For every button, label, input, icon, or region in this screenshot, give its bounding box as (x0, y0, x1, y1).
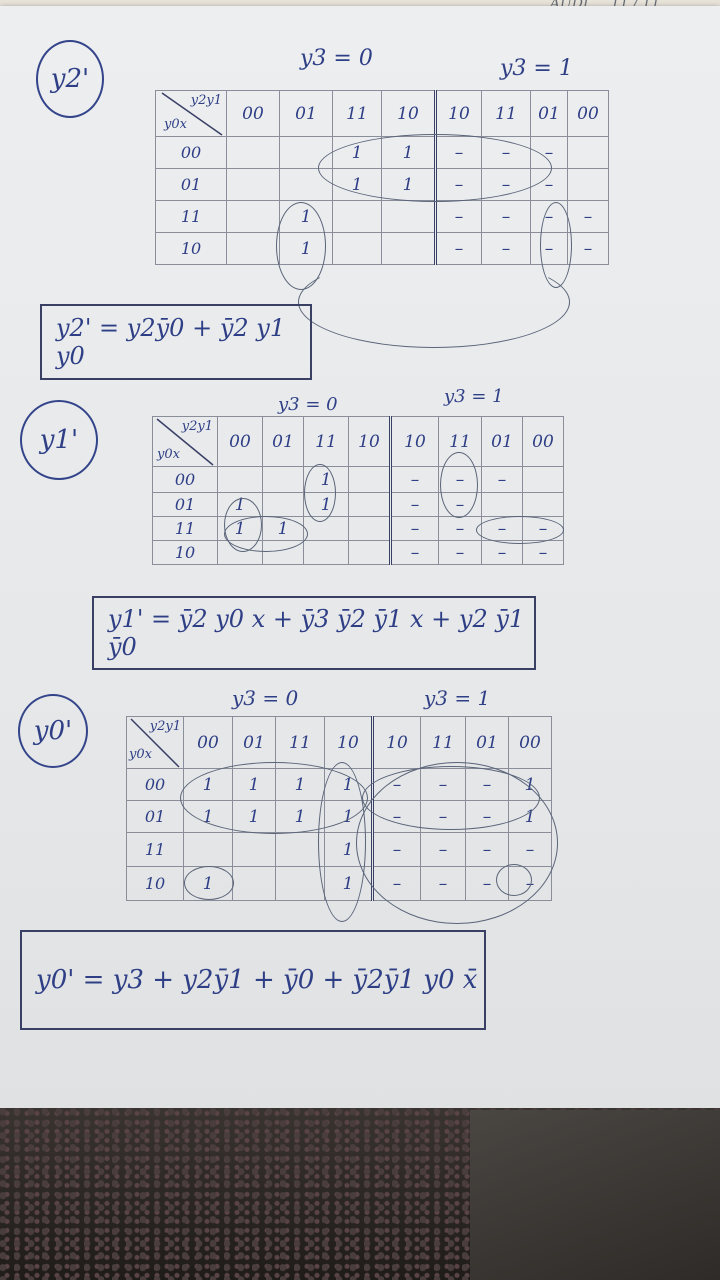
kmap-cell (263, 467, 304, 493)
kmap-cell: – (436, 233, 482, 265)
equation-box-y2: y2' = y2ȳ0 + ȳ2 y1 y0 (40, 304, 312, 380)
kmap-cell: – (523, 517, 564, 541)
kmap-cell (184, 833, 233, 867)
kmap-cell: – (482, 169, 531, 201)
kmap-cell: – (466, 833, 509, 867)
kmap-cell (304, 517, 349, 541)
kmap-cell: – (531, 201, 568, 233)
kmap-cell (263, 493, 304, 517)
table-row (153, 467, 564, 493)
paper-sheet (0, 6, 720, 1112)
map-label-text: y0' (33, 716, 73, 746)
kmap-cell (218, 467, 263, 493)
corner-diagonal (156, 91, 226, 137)
kmap-cell: – (482, 517, 523, 541)
kmap-cell (276, 833, 325, 867)
kmap-cell: – (421, 833, 466, 867)
kmap-cell: – (466, 801, 509, 833)
col-header: 01 (233, 717, 276, 769)
table-row (156, 137, 609, 169)
equation-box-y0: y0' = y3 + y2ȳ1 + ȳ0 + ȳ2ȳ1 y0 x̄ (20, 930, 486, 1030)
kmap-cell: – (421, 867, 466, 901)
kmap-cell (218, 541, 263, 565)
kmap-cell: – (373, 801, 421, 833)
table-row (127, 833, 552, 867)
kmap-cell (304, 541, 349, 565)
col-header: 11 (333, 91, 382, 137)
kmap-cell: – (391, 467, 439, 493)
col-header: 00 (218, 417, 263, 467)
kmap-cell: – (482, 201, 531, 233)
kmap-cell: 1 (333, 137, 382, 169)
col-header: 11 (304, 417, 349, 467)
kmap-cell: – (466, 867, 509, 901)
kmap-cell: – (421, 801, 466, 833)
kmap-cell: – (531, 137, 568, 169)
table-row (156, 233, 609, 265)
col-header: 00 (568, 91, 609, 137)
kmap-cell (349, 467, 391, 493)
row-header: 11 (127, 833, 184, 867)
map-label-y2 (36, 40, 104, 118)
kmap-cell: – (391, 541, 439, 565)
kmap-cell: 1 (184, 867, 233, 901)
col-header: 11 (482, 91, 531, 137)
kmap-cell: – (466, 769, 509, 801)
table-row (153, 493, 564, 517)
kmap-cell (568, 169, 609, 201)
kmap-cell (482, 493, 523, 517)
row-header: 10 (156, 233, 227, 265)
kmap-cell: – (439, 467, 482, 493)
kmap-cell: 1 (218, 517, 263, 541)
kmap-cell: – (421, 769, 466, 801)
kmap-cell: 1 (263, 517, 304, 541)
kmap-cell: – (523, 541, 564, 565)
kmap-cell: – (482, 137, 531, 169)
col-header: 01 (263, 417, 304, 467)
col-header: 11 (276, 717, 325, 769)
kmap-cell (333, 201, 382, 233)
corner-diagonal (153, 417, 217, 467)
kmap-cell (280, 169, 333, 201)
col-header: 01 (280, 91, 333, 137)
kmap-cell: 1 (304, 493, 349, 517)
kmap-cell (382, 201, 436, 233)
kmap-cell: – (373, 833, 421, 867)
row-header: 00 (153, 467, 218, 493)
kmap-cell: – (439, 541, 482, 565)
kmap-cell (349, 517, 391, 541)
col-header: 10 (349, 417, 391, 467)
kmap-cell (227, 137, 280, 169)
kmap-corner (156, 91, 227, 137)
row-header: 11 (153, 517, 218, 541)
half-title-y3-1: y3 = 1 (444, 386, 504, 407)
kmap-y1 (152, 416, 564, 565)
col-header: 10 (325, 717, 373, 769)
kmap-cell: – (373, 769, 421, 801)
half-title-y3-1: y3 = 1 (500, 56, 573, 81)
kmap-cell: – (439, 517, 482, 541)
kmap-cell (349, 493, 391, 517)
kmap-y2 (155, 90, 609, 265)
kmap-cell (227, 233, 280, 265)
kmap-cell: – (436, 169, 482, 201)
col-header: 01 (466, 717, 509, 769)
table-row (156, 201, 609, 233)
kmap-cell: 1 (382, 137, 436, 169)
kmap-cell: 1 (509, 769, 552, 801)
corner-top-vars: y2y1 (190, 93, 222, 108)
col-header: 01 (531, 91, 568, 137)
kmap-cell: – (509, 833, 552, 867)
kmap-cell: – (482, 467, 523, 493)
half-title-y3-0: y3 = 0 (300, 46, 373, 71)
kmap-corner (153, 417, 218, 467)
kmap-cell: – (568, 201, 609, 233)
kmap-cell: 1 (325, 769, 373, 801)
col-header: 11 (421, 717, 466, 769)
kmap-corner (127, 717, 184, 769)
fabric-shadow (470, 1110, 720, 1280)
kmap-cell (280, 137, 333, 169)
col-header: 00 (523, 417, 564, 467)
kmap-cell: – (391, 517, 439, 541)
equation-box-y1: y1' = ȳ2 y0 x + ȳ3 ȳ2 ȳ1 x + y2 ȳ1 ȳ0 (92, 596, 536, 670)
kmap-cell: 1 (184, 769, 233, 801)
kmap-cell (349, 541, 391, 565)
col-header: 11 (439, 417, 482, 467)
table-row (153, 517, 564, 541)
map-label-text: y1' (39, 425, 79, 455)
row-header: 01 (127, 801, 184, 833)
kmap-cell: 1 (333, 169, 382, 201)
kmap-cell: – (568, 233, 609, 265)
row-header: 10 (127, 867, 184, 901)
kmap-cell: – (509, 867, 552, 901)
table-row (156, 169, 609, 201)
table-row (127, 801, 552, 833)
grouping-loop (298, 256, 570, 348)
kmap-cell: 1 (276, 801, 325, 833)
kmap-cell: 1 (184, 801, 233, 833)
half-title-y3-0: y3 = 0 (278, 394, 338, 415)
kmap-cell: 1 (325, 801, 373, 833)
map-label-text: y2' (50, 64, 90, 94)
row-header: 11 (156, 201, 227, 233)
col-header: 10 (391, 417, 439, 467)
kmap-cell: – (436, 137, 482, 169)
kmap-cell (333, 233, 382, 265)
kmap-cell (263, 541, 304, 565)
kmap-cell (276, 867, 325, 901)
col-header: 10 (382, 91, 436, 137)
kmap-cell (233, 833, 276, 867)
kmap-cell: 1 (280, 201, 333, 233)
kmap-cell: – (482, 541, 523, 565)
kmap-cell (523, 467, 564, 493)
kmap-cell: – (482, 233, 531, 265)
table-row (153, 541, 564, 565)
kmap-cell: 1 (325, 867, 373, 901)
kmap-cell: – (531, 233, 568, 265)
kmap-cell: – (531, 169, 568, 201)
row-header: 10 (153, 541, 218, 565)
corner-diagonal (127, 717, 183, 769)
map-label-y1 (20, 400, 98, 480)
map-label-y0 (18, 694, 88, 768)
kmap-cell: 1 (276, 769, 325, 801)
kmap-cell: – (373, 867, 421, 901)
kmap-cell (568, 137, 609, 169)
corner-top-vars: y2y1 (181, 419, 213, 434)
table-row (127, 769, 552, 801)
kmap-cell: 1 (382, 169, 436, 201)
kmap-cell: 1 (509, 801, 552, 833)
kmap-cell: – (436, 201, 482, 233)
row-header: 00 (156, 137, 227, 169)
corner-bottom-vars: y0x (157, 447, 180, 462)
kmap-y0 (126, 716, 552, 901)
row-header: 01 (156, 169, 227, 201)
kmap-cell (523, 493, 564, 517)
col-header: 00 (184, 717, 233, 769)
corner-bottom-vars: y0x (129, 747, 152, 762)
table-row (127, 867, 552, 901)
corner-top-vars: y2y1 (149, 719, 181, 734)
kmap-cell: 1 (304, 467, 349, 493)
col-header: 10 (436, 91, 482, 137)
kmap-cell: 1 (218, 493, 263, 517)
kmap-cell: 1 (325, 833, 373, 867)
kmap-cell (382, 233, 436, 265)
kmap-cell: 1 (280, 233, 333, 265)
col-header: 00 (227, 91, 280, 137)
corner-bottom-vars: y0x (164, 117, 187, 132)
col-header: 10 (373, 717, 421, 769)
kmap-cell (227, 169, 280, 201)
col-header: 00 (509, 717, 552, 769)
row-header: 00 (127, 769, 184, 801)
kmap-cell: 1 (233, 769, 276, 801)
kmap-cell: – (439, 493, 482, 517)
half-title-y3-0: y3 = 0 (232, 686, 299, 710)
row-header: 01 (153, 493, 218, 517)
kmap-cell (227, 201, 280, 233)
half-title-y3-1: y3 = 1 (424, 686, 491, 710)
col-header: 01 (482, 417, 523, 467)
kmap-cell: – (391, 493, 439, 517)
kmap-cell (233, 867, 276, 901)
kmap-cell: 1 (233, 801, 276, 833)
